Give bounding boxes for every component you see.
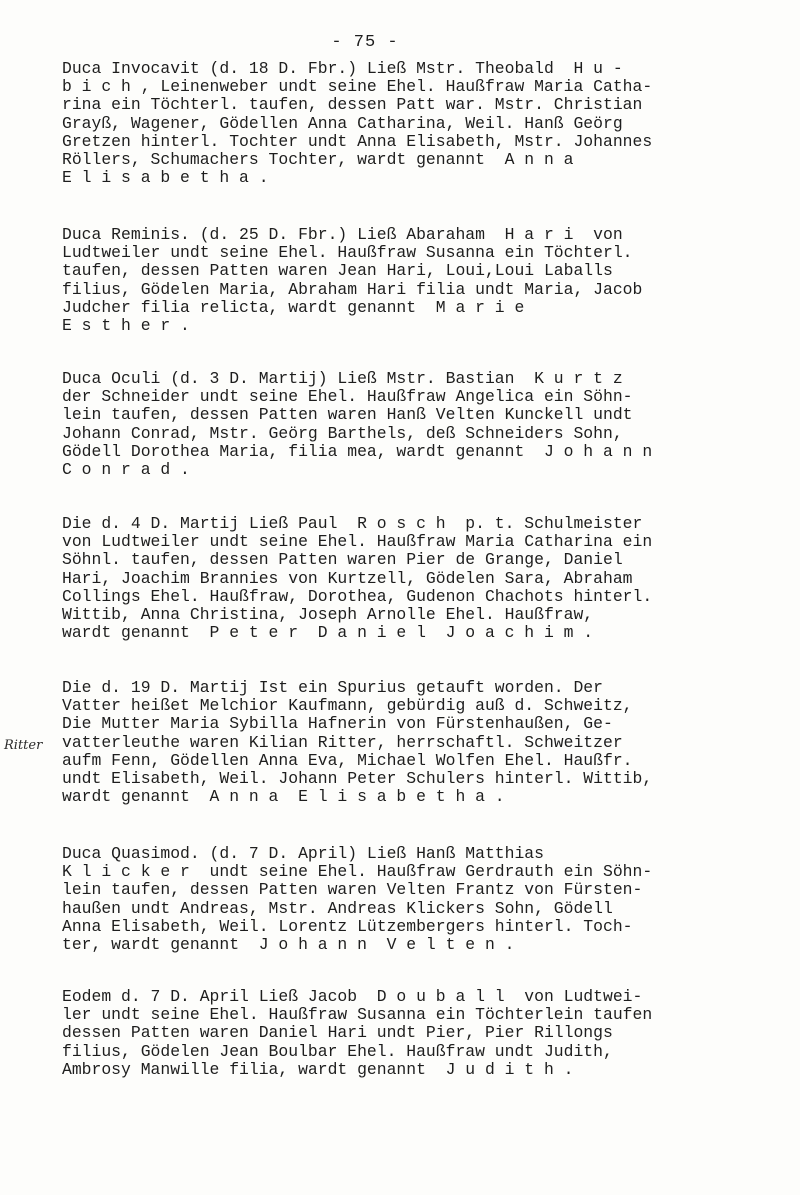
entry-line: haußen undt Andreas, Mstr. Andreas Klickers Sohn, Gödell xyxy=(62,898,613,918)
entry-line: Ambrosy Manwille filia, wardt genannt J u d i t h . xyxy=(62,1059,574,1079)
entry-line: der Schneider undt seine Ehel. Haußfraw Angelica ein Söhn- xyxy=(62,387,633,407)
entry-line: Hari, Joachim Brannies von Kurtzell, Gödelen Sara, Abraham xyxy=(62,568,633,588)
entry-line: Johann Conrad, Mstr. Geörg Barthels, deß Schneiders Sohn, xyxy=(62,423,623,443)
entry-line: rina ein Töchterl. taufen, dessen Patt war. Mstr. Christian xyxy=(62,95,643,115)
entry-line: aufm Fenn, Gödellen Anna Eva, Michael Wolfen Ehel. Haußfr. xyxy=(62,750,633,770)
entry-line: Anna Elisabeth, Weil. Lorentz Lützembergers hinterl. Toch- xyxy=(62,916,633,936)
entry-line: Söhnl. taufen, dessen Patten waren Pier de Grange, Daniel xyxy=(62,550,623,570)
entry-line: Ludtweiler undt seine Ehel. Haußfraw Susanna ein Töchterl. xyxy=(62,243,633,263)
entry-line: Gretzen hinterl. Tochter undt Anna Elisabeth, Mstr. Johannes xyxy=(62,131,653,151)
entry-line: C o n r a d . xyxy=(62,460,190,480)
entry-line: K l i c k e r undt seine Ehel. Haußfraw Gerdrauth ein Söhn- xyxy=(62,862,653,882)
entry-line: Wittib, Anna Christina, Joseph Arnolle Ehel. Haußfraw, xyxy=(62,605,594,625)
baptism-entry xyxy=(62,845,752,954)
entry-line: wardt genannt P e t e r D a n i e l J o a c h i m . xyxy=(62,623,594,643)
margin-note: Ritter xyxy=(4,738,43,753)
baptism-entry xyxy=(62,515,752,642)
entry-line: taufen, dessen Patten waren Jean Hari, Loui,Loui Laballs xyxy=(62,261,613,281)
entry-line: undt Elisabeth, Weil. Johann Peter Schulers hinterl. Wittib, xyxy=(62,769,653,789)
entry-line: lein taufen, dessen Patten waren Hanß Velten Kunckell undt xyxy=(62,405,633,425)
entry-line: lein taufen, dessen Patten waren Velten Frantz von Fürsten- xyxy=(62,880,643,900)
entry-line: Röllers, Schumachers Tochter, wardt genannt A n n a xyxy=(62,150,574,170)
page-number: - 75 - xyxy=(331,33,399,52)
entry-line: b i c h , Leinenweber undt seine Ehel. Haußfraw Maria Catha- xyxy=(62,77,653,97)
entry-line: Vatter heißet Melchior Kaufmann, gebürdig auß d. Schweitz, xyxy=(62,696,633,716)
entry-line: Duca Reminis. (d. 25 D. Fbr.) Ließ Abaraham H a r i von xyxy=(62,225,623,244)
entry-line: ler undt seine Ehel. Haußfraw Susanna ein Töchterlein taufen xyxy=(62,1005,653,1025)
entry-line: Collings Ehel. Haußfraw, Dorothea, Gudenon Chachots hinterl. xyxy=(62,586,653,606)
entry-line: von Ludtweiler undt seine Ehel. Haußfraw Maria Catharina ein xyxy=(62,532,653,552)
entry-line: Eodem d. 7 D. April Ließ Jacob D o u b a l l von Ludtwei- xyxy=(62,987,643,1006)
entry-line: Grayß, Wagener, Gödellen Anna Catharina, Weil. Hanß Geörg xyxy=(62,113,623,133)
entry-line: E l i s a b e t h a . xyxy=(62,168,269,188)
entry-line: Duca Invocavit (d. 18 D. Fbr.) Ließ Mstr. Theobald H u - xyxy=(62,59,623,78)
entry-line: vatterleuthe waren Kilian Ritter, herrschaftl. Schweitzer xyxy=(62,732,623,752)
entry-line: Judcher filia relicta, wardt genannt M a r i e xyxy=(62,297,525,317)
entry-line: Gödell Dorothea Maria, filia mea, wardt genannt J o h a n n xyxy=(62,441,653,461)
baptism-entry xyxy=(62,60,752,187)
entry-line: wardt genannt A n n a E l i s a b e t h a . xyxy=(62,787,505,807)
entry-line: filius, Gödelen Maria, Abraham Hari filia undt Maria, Jacob xyxy=(62,279,643,299)
entry-line: Die Mutter Maria Sybilla Hafnerin von Fürstenhaußen, Ge- xyxy=(62,714,613,734)
entry-line: Duca Quasimod. (d. 7 D. April) Ließ Hanß Matthias xyxy=(62,844,544,863)
entry-line: dessen Patten waren Daniel Hari undt Pier, Pier Rillongs xyxy=(62,1023,613,1043)
entry-line: filius, Gödelen Jean Boulbar Ehel. Haußfraw undt Judith, xyxy=(62,1041,613,1061)
entry-line: ter, wardt genannt J o h a n n V e l t e n . xyxy=(62,935,515,955)
entry-line: E s t h e r . xyxy=(62,316,190,336)
baptism-entry xyxy=(62,226,752,335)
baptism-entry xyxy=(62,988,752,1079)
entry-line: Duca Oculi (d. 3 D. Martij) Ließ Mstr. Bastian K u r t z xyxy=(62,369,623,388)
entry-line: Die d. 19 D. Martij Ist ein Spurius getauft worden. Der xyxy=(62,678,603,697)
baptism-entry xyxy=(62,679,752,806)
baptism-entry xyxy=(62,370,752,479)
entry-line: Die d. 4 D. Martij Ließ Paul R o s c h p. t. Schulmeister xyxy=(62,514,643,533)
